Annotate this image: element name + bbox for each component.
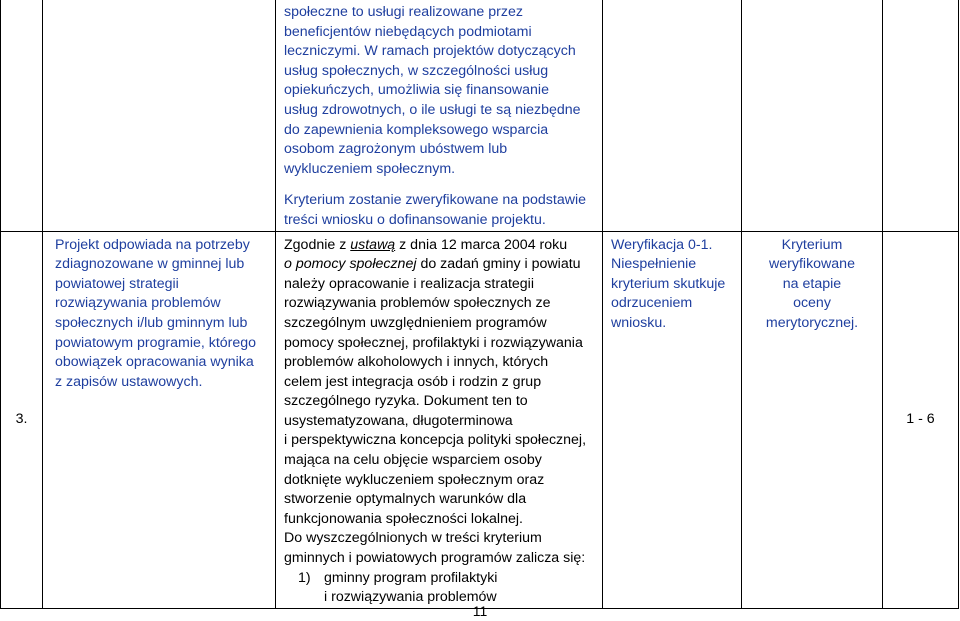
text-line: mająca na celu objęcie wsparciem osoby	[284, 452, 542, 469]
text-line: obowiązek opracowania wynika	[55, 354, 254, 371]
text-line: kryterium skutkuje	[611, 275, 726, 292]
points-cell: 1 - 6	[883, 231, 959, 608]
empty-cell	[1, 0, 43, 231]
law-title: o pomocy społecznej	[284, 256, 417, 273]
text-line: usystematyzowana, długoterminowa	[284, 412, 513, 429]
text-line: należy opracowanie i realizacja strategii	[284, 275, 534, 292]
criterion-type-cell	[742, 231, 883, 608]
text-line: Projekt odpowiada na potrzeby	[55, 236, 250, 253]
list-number: 1)	[298, 569, 311, 586]
text-line: odrzuceniem	[611, 295, 693, 312]
text-line: funkcjonowania społeczności lokalnej.	[284, 510, 523, 527]
text-line: weryfikowane	[769, 256, 855, 273]
text-line: stworzenie optymalnych warunków dla	[284, 491, 527, 508]
text-line: rozwiązywania problemów społecznych ze	[284, 295, 551, 312]
text-line: beneficjentów niebędących podmiotami	[284, 23, 532, 40]
row-number: 3.	[1, 231, 43, 608]
table-row	[1, 231, 959, 608]
criterion-description-cell	[276, 231, 603, 608]
text-line: Kryterium	[781, 236, 843, 253]
text-line: z zapisów ustawowych.	[55, 373, 203, 390]
law-reference: ustawą	[350, 236, 396, 253]
text-line: szczególnego ryzyka. Dokument ten to	[284, 393, 528, 410]
definition-cell	[276, 0, 603, 231]
text-line: treści wniosku o dofinansowanie projektu.	[284, 211, 546, 228]
text-line: do zapewnienia kompleksowego wsparcia	[284, 121, 549, 138]
text-line: merytorycznej.	[765, 314, 859, 331]
text-line: gminny program profilaktyki	[324, 569, 498, 586]
text-line: Niespełnienie	[611, 256, 697, 273]
text-line: Kryterium zostanie zweryfikowane na podstawie	[284, 192, 587, 209]
empty-cell	[742, 0, 883, 231]
text-line: usług społecznych, w szczególności usług	[284, 62, 549, 79]
text-line: społecznych i/lub gminnym lub	[55, 314, 248, 331]
text-line: na etapie	[782, 275, 842, 292]
empty-cell	[43, 0, 276, 231]
text-line: celem jest integracja osób i rodzin z grup	[284, 373, 542, 390]
empty-cell	[603, 0, 742, 231]
empty-cell	[883, 0, 959, 231]
text-line: społeczne to usługi realizowane przez	[284, 4, 523, 20]
text-line: dotknięte wykluczeniem społecznym oraz	[284, 471, 545, 488]
text-line: szczególnym uwzględnieniem programów	[284, 314, 547, 331]
text-line: Zgodnie z ustawą z dnia 12 marca 2004 roku	[284, 236, 568, 253]
text-line: pomocy społecznej, profilaktyki i rozwiązywania	[284, 334, 583, 351]
text-line: wniosku.	[611, 314, 667, 331]
text-line: Weryfikacja 0-1.	[611, 236, 713, 253]
text-line: osobom zagrożonym ubóstwem lub	[284, 141, 508, 158]
text-line: opiekuńczych, umożliwia się finansowanie	[284, 82, 549, 99]
text-line: powiatowym programie, którego	[55, 334, 257, 351]
text-line: o pomocy społecznej do zadań gminy i powiatu	[284, 256, 581, 273]
text-line: i rozwiązywania problemów	[324, 589, 497, 606]
text-line: problemów alkoholowych i innych, których	[284, 354, 549, 371]
text-line: wykluczeniem społecznym.	[284, 160, 456, 177]
text-line: Do wyszczególnionych w treści kryterium	[284, 530, 542, 547]
criterion-name-cell	[43, 231, 276, 608]
text-line: usług zdrowotnych, o ile usługi te są niezbędne	[284, 101, 581, 118]
table-row	[1, 0, 959, 231]
text-line: rozwiązywania problemów	[55, 295, 221, 312]
text-line: zdiagnozowane w gminnej lub	[55, 256, 245, 273]
text-line: i perspektywiczna koncepcja polityki społecznej,	[284, 432, 587, 449]
verification-cell	[603, 231, 742, 608]
text-line: gminnych i powiatowych programów zalicza się:	[284, 550, 586, 567]
text-line: oceny	[793, 295, 831, 312]
text-line: powiatowej strategii	[55, 275, 179, 292]
page-number: 11	[472, 603, 488, 619]
text-line: leczniczymi. W ramach projektów dotyczących	[284, 43, 576, 60]
list-item	[284, 569, 594, 608]
